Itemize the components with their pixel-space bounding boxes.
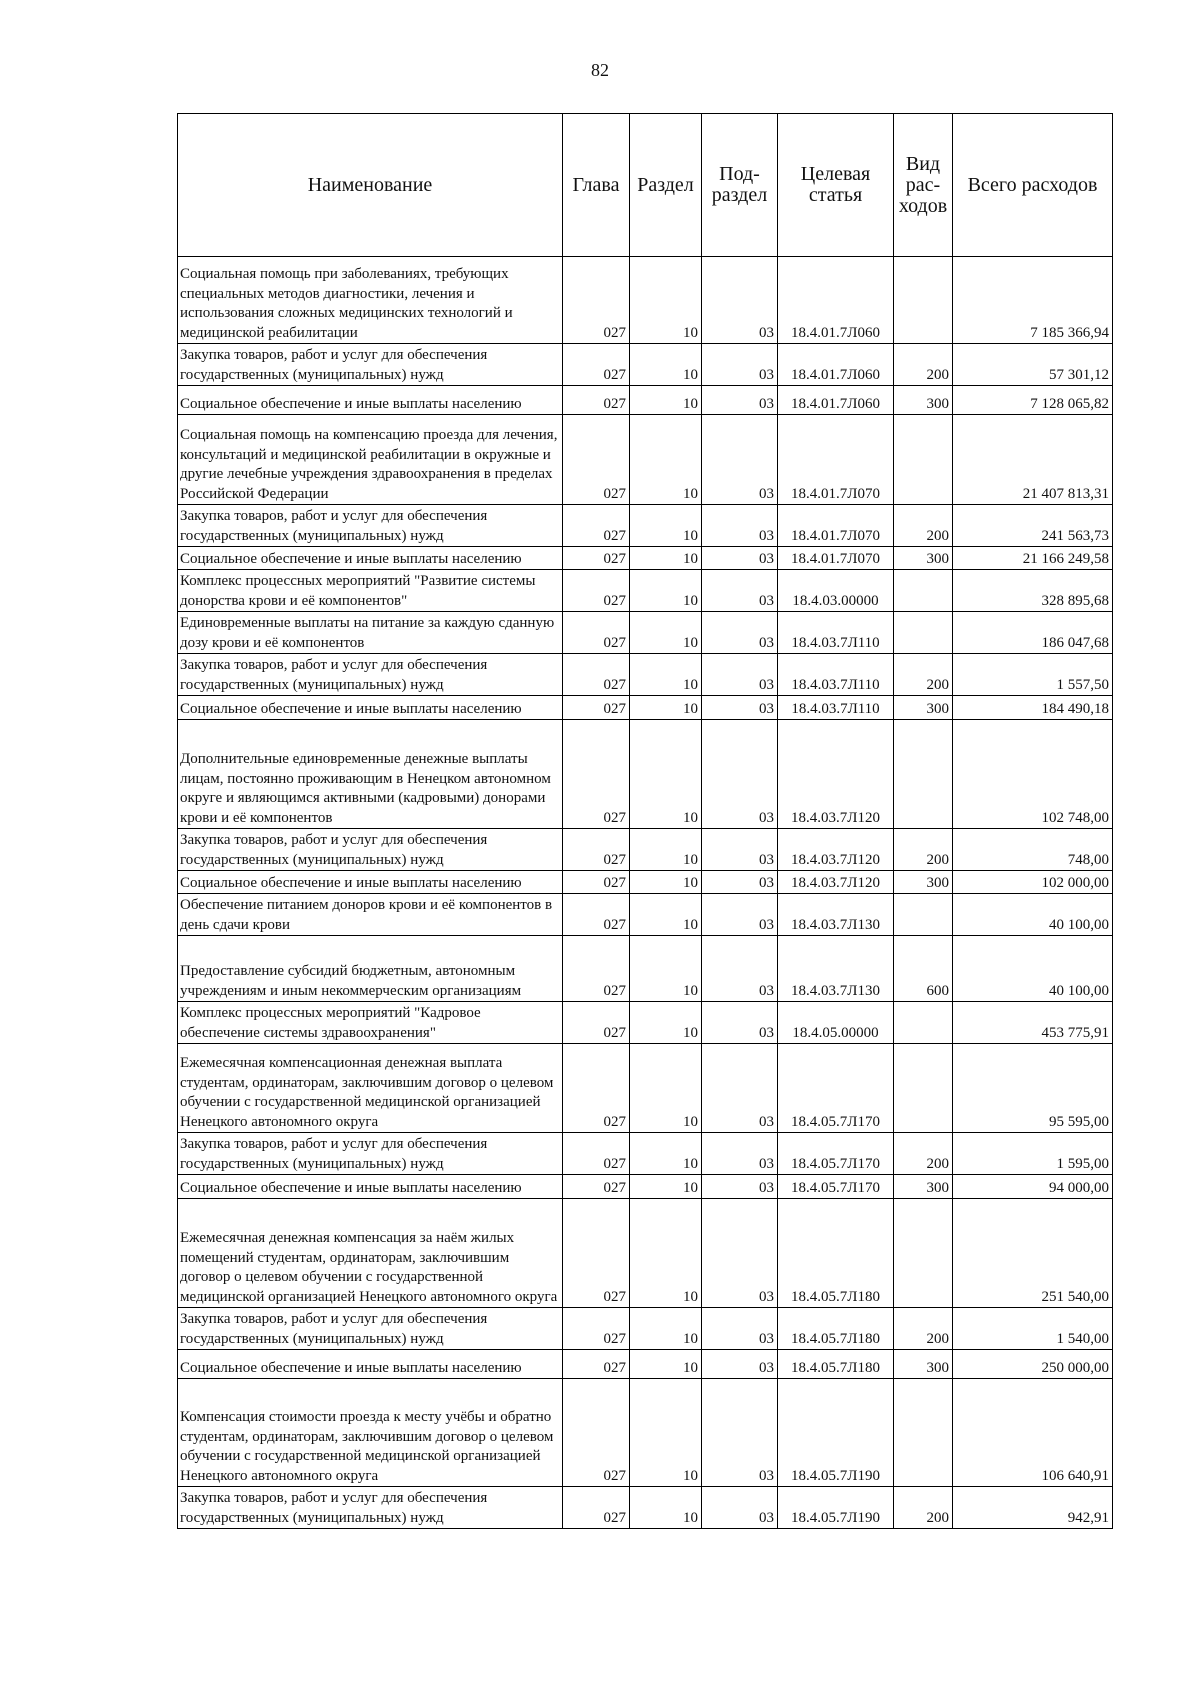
cell-total: 94 000,00 — [953, 1175, 1113, 1199]
table-row — [178, 570, 1113, 612]
cell-name: Закупка товаров, работ и услуг для обеспечения государственных (муниципальных) нужд — [178, 1487, 563, 1529]
table-row — [178, 936, 1113, 1002]
cell-glava: 027 — [563, 257, 630, 344]
cell-glava: 027 — [563, 1175, 630, 1199]
table-row — [178, 505, 1113, 547]
cell-total: 102 000,00 — [953, 871, 1113, 894]
cell-glava: 027 — [563, 829, 630, 871]
table-row — [178, 257, 1113, 344]
table-row — [178, 1002, 1113, 1044]
table-row — [178, 547, 1113, 570]
cell-razdel: 10 — [630, 1199, 702, 1308]
cell-total: 95 595,00 — [953, 1044, 1113, 1133]
cell-expense-type — [894, 257, 953, 344]
cell-glava: 027 — [563, 1350, 630, 1379]
cell-total: 251 540,00 — [953, 1199, 1113, 1308]
cell-podrazdel: 03 — [702, 570, 778, 612]
cell-razdel: 10 — [630, 1002, 702, 1044]
cell-podrazdel: 03 — [702, 829, 778, 871]
header-razdel: Раздел — [630, 114, 702, 257]
cell-target-article: 18.4.05.00000 — [778, 1002, 894, 1044]
cell-glava: 027 — [563, 386, 630, 415]
cell-podrazdel: 03 — [702, 547, 778, 570]
cell-podrazdel: 03 — [702, 1133, 778, 1175]
cell-razdel: 10 — [630, 1133, 702, 1175]
cell-total: 106 640,91 — [953, 1379, 1113, 1487]
table-row — [178, 1350, 1113, 1379]
table-row — [178, 344, 1113, 386]
cell-podrazdel: 03 — [702, 415, 778, 505]
header-podrazdel: Под- раздел — [702, 114, 778, 257]
cell-expense-type: 200 — [894, 344, 953, 386]
cell-target-article: 18.4.03.00000 — [778, 570, 894, 612]
cell-razdel: 10 — [630, 936, 702, 1002]
cell-glava: 027 — [563, 1002, 630, 1044]
cell-podrazdel: 03 — [702, 386, 778, 415]
cell-glava: 027 — [563, 570, 630, 612]
cell-glava: 027 — [563, 344, 630, 386]
table-row — [178, 386, 1113, 415]
cell-podrazdel: 03 — [702, 344, 778, 386]
cell-podrazdel: 03 — [702, 257, 778, 344]
cell-expense-type: 300 — [894, 1175, 953, 1199]
cell-expense-type: 300 — [894, 696, 953, 720]
cell-expense-type: 600 — [894, 936, 953, 1002]
cell-total: 453 775,91 — [953, 1002, 1113, 1044]
page-number: 82 — [591, 60, 609, 80]
cell-name: Социальная помощь на компенсацию проезда для лечения, консультаций и медицинской реабилитации в окружные и другие лечебные учреждения здравоохранения в пределах Российской Федерации — [178, 415, 563, 505]
table-row — [178, 1379, 1113, 1487]
cell-target-article: 18.4.01.7Л060 — [778, 386, 894, 415]
cell-glava: 027 — [563, 612, 630, 654]
cell-target-article: 18.4.03.7Л110 — [778, 696, 894, 720]
cell-name: Компенсация стоимости проезда к месту учёбы и обратно студентам, ординаторам, заключившим договор о целевом обучении с государственной медицинской организацией Ненецкого автономного округа — [178, 1379, 563, 1487]
cell-name: Социальное обеспечение и иные выплаты населению — [178, 696, 563, 720]
cell-glava: 027 — [563, 871, 630, 894]
cell-expense-type: 200 — [894, 1308, 953, 1350]
table-row — [178, 1044, 1113, 1133]
cell-glava: 027 — [563, 1379, 630, 1487]
cell-target-article: 18.4.03.7Л130 — [778, 894, 894, 936]
cell-target-article: 18.4.05.7Л170 — [778, 1044, 894, 1133]
table-row — [178, 871, 1113, 894]
cell-target-article: 18.4.01.7Л070 — [778, 415, 894, 505]
cell-razdel: 10 — [630, 894, 702, 936]
cell-podrazdel: 03 — [702, 1487, 778, 1529]
table-row — [178, 894, 1113, 936]
cell-name: Социальное обеспечение и иные выплаты населению — [178, 1175, 563, 1199]
cell-podrazdel: 03 — [702, 1199, 778, 1308]
cell-name: Закупка товаров, работ и услуг для обеспечения государственных (муниципальных) нужд — [178, 1133, 563, 1175]
cell-name: Социальное обеспечение и иные выплаты населению — [178, 871, 563, 894]
table-header-row — [178, 114, 1113, 257]
table-body — [178, 257, 1113, 1529]
cell-expense-type: 300 — [894, 871, 953, 894]
cell-expense-type: 300 — [894, 1350, 953, 1379]
cell-total: 186 047,68 — [953, 612, 1113, 654]
cell-name: Дополнительные единовременные денежные выплаты лицам, постоянно проживающим в Ненецком автономном округе и являющимся активными (кадровыми) донорами крови и её компонентов — [178, 720, 563, 829]
cell-podrazdel: 03 — [702, 894, 778, 936]
cell-podrazdel: 03 — [702, 696, 778, 720]
cell-glava: 027 — [563, 1044, 630, 1133]
cell-razdel: 10 — [630, 344, 702, 386]
cell-total: 1 540,00 — [953, 1308, 1113, 1350]
cell-razdel: 10 — [630, 612, 702, 654]
header-glava: Глава — [563, 114, 630, 257]
cell-expense-type — [894, 1044, 953, 1133]
table-row — [178, 415, 1113, 505]
table-row — [178, 1487, 1113, 1529]
cell-expense-type — [894, 1002, 953, 1044]
cell-expense-type: 200 — [894, 1133, 953, 1175]
header-target-article: Целевая статья — [778, 114, 894, 257]
table-row — [178, 720, 1113, 829]
cell-expense-type — [894, 1379, 953, 1487]
cell-target-article: 18.4.03.7Л110 — [778, 654, 894, 696]
cell-target-article: 18.4.05.7Л170 — [778, 1133, 894, 1175]
cell-razdel: 10 — [630, 570, 702, 612]
header-total: Всего расходов — [953, 114, 1113, 257]
cell-target-article: 18.4.03.7Л130 — [778, 936, 894, 1002]
cell-glava: 027 — [563, 1308, 630, 1350]
cell-target-article: 18.4.03.7Л110 — [778, 612, 894, 654]
cell-podrazdel: 03 — [702, 654, 778, 696]
cell-total: 21 166 249,58 — [953, 547, 1113, 570]
table-row — [178, 1133, 1113, 1175]
cell-name: Комплекс процессных мероприятий "Кадровое обеспечение системы здравоохранения" — [178, 1002, 563, 1044]
cell-name: Социальная помощь при заболеваниях, требующих специальных методов диагностики, лечения и использования сложных медицинских технологий и медицинской реабилитации — [178, 257, 563, 344]
cell-razdel: 10 — [630, 386, 702, 415]
cell-total: 1 595,00 — [953, 1133, 1113, 1175]
cell-target-article: 18.4.01.7Л070 — [778, 547, 894, 570]
cell-razdel: 10 — [630, 1487, 702, 1529]
cell-name: Обеспечение питанием доноров крови и её компонентов в день сдачи крови — [178, 894, 563, 936]
cell-razdel: 10 — [630, 829, 702, 871]
cell-name: Ежемесячная денежная компенсация за наём жилых помещений студентам, ординаторам, заключившим договор о целевом обучении с государственной медицинской организацией Ненецкого автономного округа — [178, 1199, 563, 1308]
cell-total: 241 563,73 — [953, 505, 1113, 547]
cell-glava: 027 — [563, 1133, 630, 1175]
cell-expense-type: 200 — [894, 505, 953, 547]
cell-glava: 027 — [563, 654, 630, 696]
cell-glava: 027 — [563, 936, 630, 1002]
cell-expense-type — [894, 415, 953, 505]
cell-glava: 027 — [563, 894, 630, 936]
cell-glava: 027 — [563, 505, 630, 547]
cell-name: Ежемесячная компенсационная денежная выплата студентам, ординаторам, заключившим договор о целевом обучении с государственной медицинской организацией Ненецкого автономного округа — [178, 1044, 563, 1133]
cell-podrazdel: 03 — [702, 1175, 778, 1199]
cell-razdel: 10 — [630, 1308, 702, 1350]
cell-glava: 027 — [563, 1487, 630, 1529]
cell-name: Единовременные выплаты на питание за каждую сданную дозу крови и её компонентов — [178, 612, 563, 654]
cell-total: 328 895,68 — [953, 570, 1113, 612]
cell-target-article: 18.4.05.7Л180 — [778, 1199, 894, 1308]
cell-podrazdel: 03 — [702, 1350, 778, 1379]
cell-total: 184 490,18 — [953, 696, 1113, 720]
cell-expense-type — [894, 720, 953, 829]
cell-glava: 027 — [563, 696, 630, 720]
cell-expense-type — [894, 612, 953, 654]
cell-target-article: 18.4.03.7Л120 — [778, 829, 894, 871]
cell-expense-type — [894, 1199, 953, 1308]
cell-expense-type: 300 — [894, 386, 953, 415]
cell-razdel: 10 — [630, 547, 702, 570]
cell-total: 7 128 065,82 — [953, 386, 1113, 415]
table-row — [178, 1175, 1113, 1199]
cell-razdel: 10 — [630, 871, 702, 894]
cell-total: 7 185 366,94 — [953, 257, 1113, 344]
cell-target-article: 18.4.05.7Л190 — [778, 1379, 894, 1487]
cell-target-article: 18.4.01.7Л060 — [778, 344, 894, 386]
cell-glava: 027 — [563, 547, 630, 570]
budget-expense-table — [177, 113, 1113, 1529]
cell-total: 748,00 — [953, 829, 1113, 871]
cell-expense-type: 200 — [894, 1487, 953, 1529]
cell-total: 21 407 813,31 — [953, 415, 1113, 505]
cell-podrazdel: 03 — [702, 720, 778, 829]
cell-name: Комплекс процессных мероприятий "Развитие системы донорства крови и её компонентов" — [178, 570, 563, 612]
cell-podrazdel: 03 — [702, 612, 778, 654]
cell-total: 40 100,00 — [953, 894, 1113, 936]
cell-target-article: 18.4.03.7Л120 — [778, 720, 894, 829]
cell-name: Закупка товаров, работ и услуг для обеспечения государственных (муниципальных) нужд — [178, 829, 563, 871]
header-expense-type: Вид рас- ходов — [894, 114, 953, 257]
cell-podrazdel: 03 — [702, 1044, 778, 1133]
cell-razdel: 10 — [630, 654, 702, 696]
table-row — [178, 1199, 1113, 1308]
cell-total: 40 100,00 — [953, 936, 1113, 1002]
cell-razdel: 10 — [630, 505, 702, 547]
cell-target-article: 18.4.05.7Л170 — [778, 1175, 894, 1199]
table-row — [178, 654, 1113, 696]
cell-target-article: 18.4.05.7Л180 — [778, 1308, 894, 1350]
cell-target-article: 18.4.01.7Л060 — [778, 257, 894, 344]
cell-podrazdel: 03 — [702, 505, 778, 547]
cell-name: Закупка товаров, работ и услуг для обеспечения государственных (муниципальных) нужд — [178, 344, 563, 386]
cell-target-article: 18.4.05.7Л180 — [778, 1350, 894, 1379]
cell-razdel: 10 — [630, 1350, 702, 1379]
cell-podrazdel: 03 — [702, 871, 778, 894]
header-name: Наименование — [178, 114, 563, 257]
table-row — [178, 612, 1113, 654]
cell-glava: 027 — [563, 720, 630, 829]
cell-razdel: 10 — [630, 415, 702, 505]
cell-total: 942,91 — [953, 1487, 1113, 1529]
cell-razdel: 10 — [630, 1044, 702, 1133]
cell-total: 102 748,00 — [953, 720, 1113, 829]
table-row — [178, 1308, 1113, 1350]
cell-razdel: 10 — [630, 720, 702, 829]
cell-podrazdel: 03 — [702, 1379, 778, 1487]
cell-expense-type — [894, 570, 953, 612]
cell-total: 250 000,00 — [953, 1350, 1113, 1379]
cell-expense-type — [894, 894, 953, 936]
cell-razdel: 10 — [630, 1175, 702, 1199]
cell-name: Закупка товаров, работ и услуг для обеспечения государственных (муниципальных) нужд — [178, 1308, 563, 1350]
cell-total: 57 301,12 — [953, 344, 1113, 386]
cell-expense-type: 200 — [894, 654, 953, 696]
cell-expense-type: 300 — [894, 547, 953, 570]
cell-name: Предоставление субсидий бюджетным, автономным учреждениям и иным некоммерческим организациям — [178, 936, 563, 1002]
cell-name: Закупка товаров, работ и услуг для обеспечения государственных (муниципальных) нужд — [178, 654, 563, 696]
table-row — [178, 696, 1113, 720]
cell-target-article: 18.4.01.7Л070 — [778, 505, 894, 547]
cell-total: 1 557,50 — [953, 654, 1113, 696]
cell-expense-type: 200 — [894, 829, 953, 871]
cell-podrazdel: 03 — [702, 936, 778, 1002]
cell-target-article: 18.4.05.7Л190 — [778, 1487, 894, 1529]
cell-name: Социальное обеспечение и иные выплаты населению — [178, 386, 563, 415]
cell-podrazdel: 03 — [702, 1308, 778, 1350]
cell-razdel: 10 — [630, 257, 702, 344]
cell-glava: 027 — [563, 415, 630, 505]
table-row — [178, 829, 1113, 871]
cell-razdel: 10 — [630, 1379, 702, 1487]
cell-glava: 027 — [563, 1199, 630, 1308]
cell-name: Социальное обеспечение и иные выплаты населению — [178, 1350, 563, 1379]
cell-podrazdel: 03 — [702, 1002, 778, 1044]
cell-name: Социальное обеспечение и иные выплаты населению — [178, 547, 563, 570]
cell-name: Закупка товаров, работ и услуг для обеспечения государственных (муниципальных) нужд — [178, 505, 563, 547]
cell-razdel: 10 — [630, 696, 702, 720]
cell-target-article: 18.4.03.7Л120 — [778, 871, 894, 894]
